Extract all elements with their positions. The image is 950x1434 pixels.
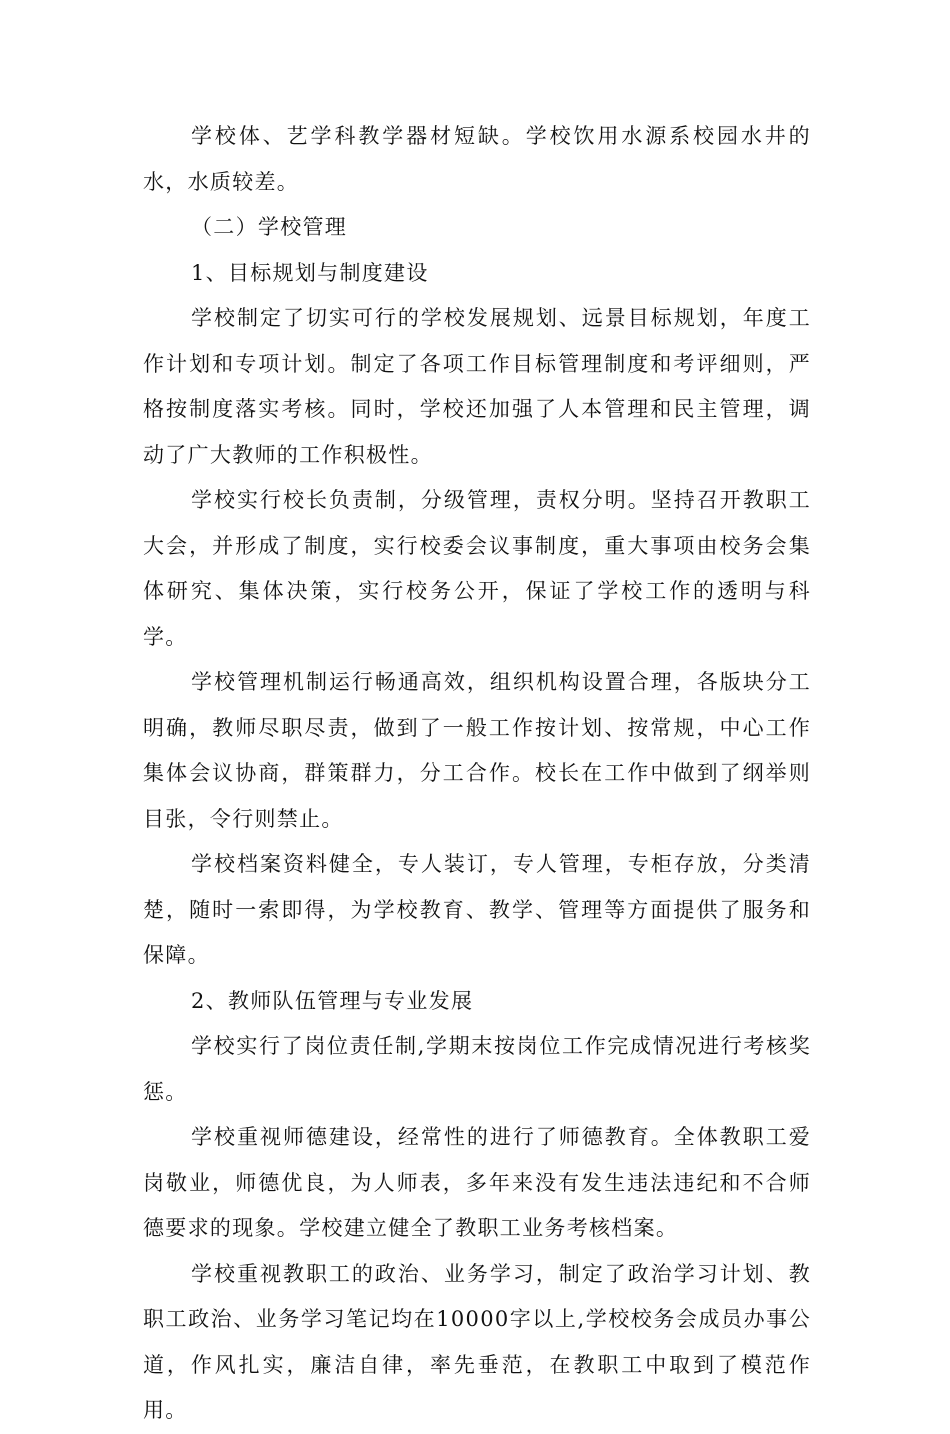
paragraph-political-study: 学校重视教职工的政治、业务学习，制定了政治学习计划、教职工政治、业务学习笔记均在10000字以上,学校校务会成员办事公道，作风扎实，廉洁自律，率先垂范，在教职工中取到了模范作用。 — [143, 1261, 811, 1422]
paragraph-management-mechanism: 学校管理机制运行畅通高效，组织机构设置合理，各版块分工明确，教师尽职尽责，做到了一般工作按计划、按常规，中心工作集体会议协商，群策群力，分工合作。校长在工作中做到了纲举则目张，令行则禁止。 — [143, 670, 811, 831]
subheading-teacher-management: 2、教师队伍管理与专业发展 — [191, 988, 474, 1013]
paragraph-archives: 学校档案资料健全，专人装订，专人管理，专柜存放，分类清楚，随时一索即得，为学校教育、教学、管理等方面提供了服务和保障。 — [143, 852, 811, 967]
paragraph-teacher-ethics: 学校重视师德建设，经常性的进行了师德教育。全体教职工爱岗敬业，师德优良，为人师表，多年来没有发生违法违纪和不合师德要求的现象。学校建立健全了教职工业务考核档案。 — [143, 1125, 811, 1240]
paragraph-equipment-water: 学校体、艺学科教学器材短缺。学校饮用水源系校园水井的水，水质较差。 — [143, 124, 811, 194]
paragraph-post-responsibility: 学校实行了岗位责任制,学期末按岗位工作完成情况进行考核奖惩。 — [143, 1034, 811, 1104]
paragraph-planning: 学校制定了切实可行的学校发展规划、远景目标规划，年度工作计划和专项计划。制定了各项工作目标管理制度和考评细则，严格按制度落实考核。同时，学校还加强了人本管理和民主管理，调动了广大教师的工作积极性。 — [143, 306, 811, 467]
section-heading-school-management: （二）学校管理 — [191, 215, 348, 239]
subheading-goal-planning: 1、目标规划与制度建设 — [191, 260, 429, 285]
document-body — [143, 114, 811, 1434]
paragraph-principal-responsibility: 学校实行校长负责制，分级管理，责权分明。坚持召开教职工大会，并形成了制度，实行校委会议事制度，重大事项由校务会集体研究、集体决策，实行校务公开，保证了学校工作的透明与科学。 — [143, 488, 811, 649]
